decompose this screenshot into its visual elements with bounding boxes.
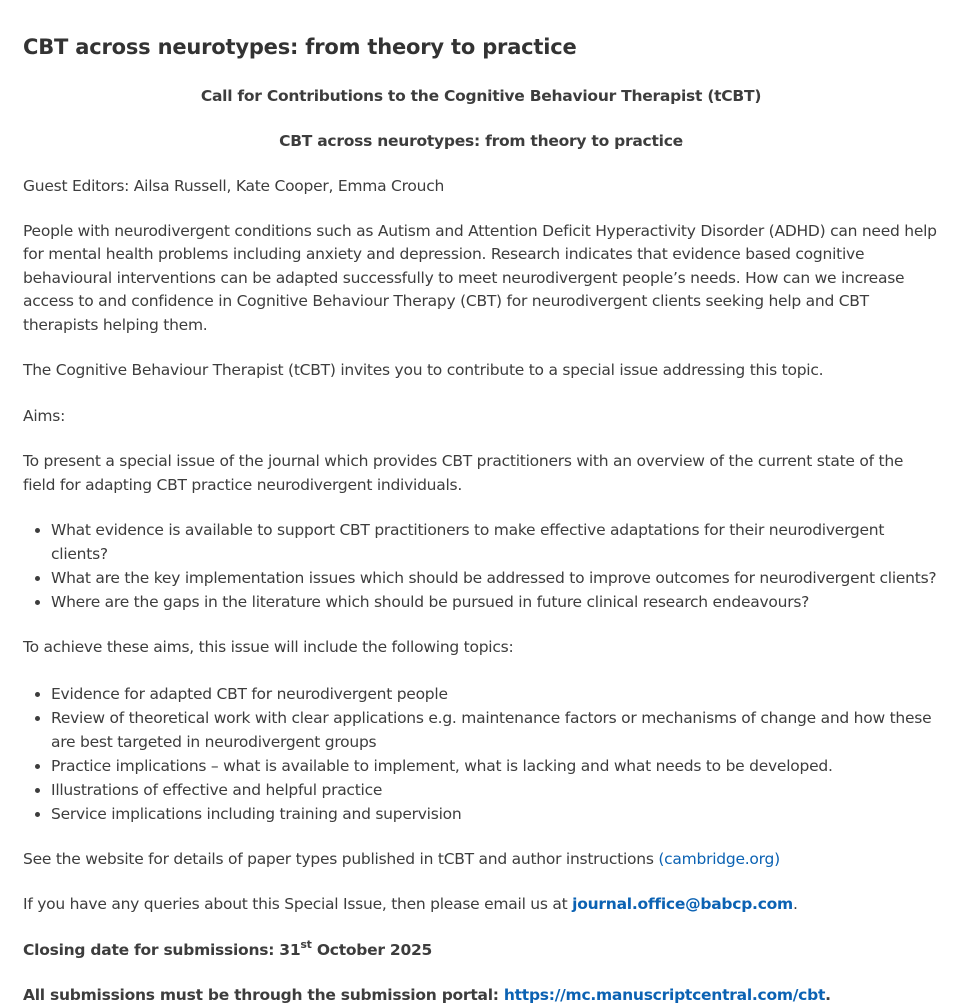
invitation-paragraph: The Cognitive Behaviour Therapist (tCBT) invites you to contribute to a special issue addressing this topic. — [23, 361, 824, 379]
topics-list — [23, 682, 939, 826]
list-item: • Evidence for adapted CBT for neurodivergent people — [51, 682, 939, 706]
list-item: • Practice implications – what is available to implement, what is lacking and what needs to be developed. — [51, 754, 939, 778]
closing-suffix: October 2025 — [311, 940, 433, 959]
queries-end: . — [792, 895, 798, 913]
aims-paragraph: To present a special issue of the journal which provides CBT practitioners with an overview of the current state of the field for adapting CBT practice neurodivergent individuals. — [23, 452, 904, 494]
list-item: • What are the key implementation issues which should be addressed to improve outcomes for neurodivergent clients? — [51, 566, 939, 590]
list-item: • Illustrations of effective and helpful practice — [51, 778, 939, 802]
closing-prefix: Closing date for submissions: 31 — [23, 940, 301, 959]
list-item: • Service implications including training and supervision — [51, 802, 939, 826]
portal-end: . — [825, 986, 831, 1004]
cambridge-link[interactable]: (cambridge.org) — [658, 849, 780, 868]
intro-paragraph: People with neurodivergent conditions such as Autism and Attention Deficit Hyperactivity Disorder (ADHD) can need help for mental health problems including anxiety and depression. Research indicates that evidence based cognitive behavioural interventions can be adapted successfully to meet neurodivergent people’s needs. How can we increase access to and confidence in Cognitive Behaviour Therapy (CBT) for neurodivergent clients seeking help and CBT therapists helping them. — [23, 221, 937, 334]
questions-list — [23, 518, 939, 614]
website-text: See the website for details of paper types published in tCBT and author instructions — [23, 849, 659, 868]
subtitle: CBT across neurotypes: from theory to practice — [279, 131, 683, 150]
list-item: • Where are the gaps in the literature which should be pursued in future clinical research endeavours? — [51, 590, 939, 614]
list-item: • Review of theoretical work with clear applications e.g. maintenance factors or mechanisms of change and how these are best targeted in neurodivergent groups — [51, 706, 939, 754]
list-item: • What evidence is available to support CBT practitioners to make effective adaptations for their neurodivergent clients? — [51, 518, 939, 566]
topics-intro: To achieve these aims, this issue will include the following topics: — [23, 638, 514, 656]
aims-label: Aims: — [23, 406, 66, 425]
closing-date — [23, 939, 939, 963]
portal-paragraph — [23, 984, 939, 1008]
queries-text: If you have any queries about this Special Issue, then please email us at — [23, 895, 573, 913]
closing-sup: st — [300, 937, 312, 951]
portal-link[interactable]: https://mc.manuscriptcentral.com/cbt — [503, 986, 826, 1004]
website-paragraph — [23, 848, 939, 872]
call-heading: Call for Contributions to the Cognitive Behaviour Therapist (tCBT) — [200, 87, 762, 105]
portal-text: All submissions must be through the submission portal: — [23, 986, 504, 1004]
guest-editors: Guest Editors: Ailsa Russell, Kate Cooper, Emma Crouch — [23, 177, 445, 195]
queries-paragraph — [23, 893, 939, 917]
email-link[interactable]: journal.office@babcp.com — [572, 895, 793, 913]
page-title: CBT across neurotypes: from theory to practice — [23, 35, 577, 59]
